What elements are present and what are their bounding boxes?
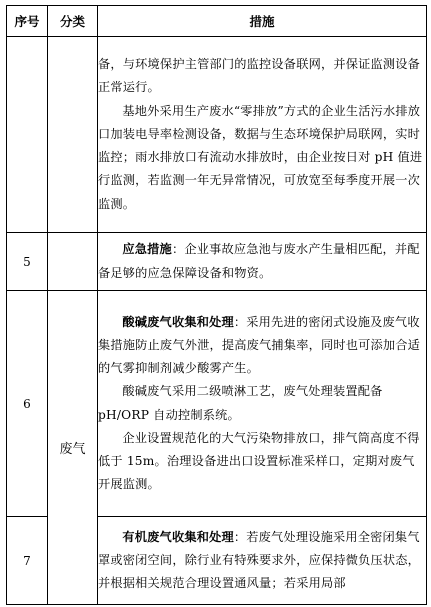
measure-text: ：若废气处理设施采用全密闭集气罩或密闭空间，除行业有特殊要求外，应保持微负压状态，并根据相关规范合理设置通风量；若采用局部 (98, 529, 421, 591)
measure-text: ：采用先进的密闭式设施及废气收集措施防止废气外泄，提高废气捕集率，同时也可添加合适的气雾抑制剂减少酸雾产生。 (98, 314, 421, 376)
table-row (7, 233, 427, 291)
measure-cell (98, 291, 427, 517)
measure-cell (98, 517, 427, 605)
row-number: 7 (7, 517, 48, 605)
measure-paragraph (98, 238, 426, 284)
measures-table (6, 5, 427, 605)
measure-paragraph: 酸碱废气采用二级喷淋工艺，废气处理装置配备 pH/ORP 自动控制系统。 (98, 384, 383, 422)
table-row (7, 291, 427, 517)
measure-paragraph (98, 526, 426, 596)
header-category: 分类 (48, 6, 98, 37)
row-number: 5 (7, 233, 48, 291)
row-number (7, 37, 48, 233)
measure-lead: 酸碱废气收集和处理 (122, 314, 234, 329)
row-number: 6 (7, 291, 48, 517)
measure-text: ：企业事故应急池与废水产生量相匹配，并配备足够的应急保障设备和物资。 (98, 242, 420, 280)
measure-lead: 有机废气收集和处理 (122, 529, 234, 544)
measure-paragraph: 备，与环境保护主管部门的监控设备联网，并保证监测设备正常运行。 (98, 57, 421, 95)
row-category (48, 37, 98, 233)
table-header-row (7, 6, 427, 37)
measure-paragraph: 基地外采用生产废水“零排放”方式的企业生活污水排放口加装电导率检测设备，数据与生态环境保护局联网，实时监控；雨水排放口有流动水排放时，由企业按日对 pH 值进行监测，若监测一年无异常情况，可放宽至每季度开展一次监测。 (98, 103, 423, 211)
measure-paragraph (98, 311, 426, 381)
header-measure: 措施 (98, 6, 427, 37)
measure-cell (98, 37, 427, 233)
measure-lead: 应急措施 (122, 242, 172, 257)
header-no: 序号 (7, 6, 48, 37)
measure-paragraph: 企业设置规范化的大气污染物排放口，排气筒高度不得低于 15m。治理设备进出口设置标准采样口，定期对废气开展监测。 (98, 430, 420, 492)
table-row (7, 37, 427, 233)
row-category-gas: 废气 (48, 291, 98, 605)
measure-cell (98, 233, 427, 291)
row-category (48, 233, 98, 291)
